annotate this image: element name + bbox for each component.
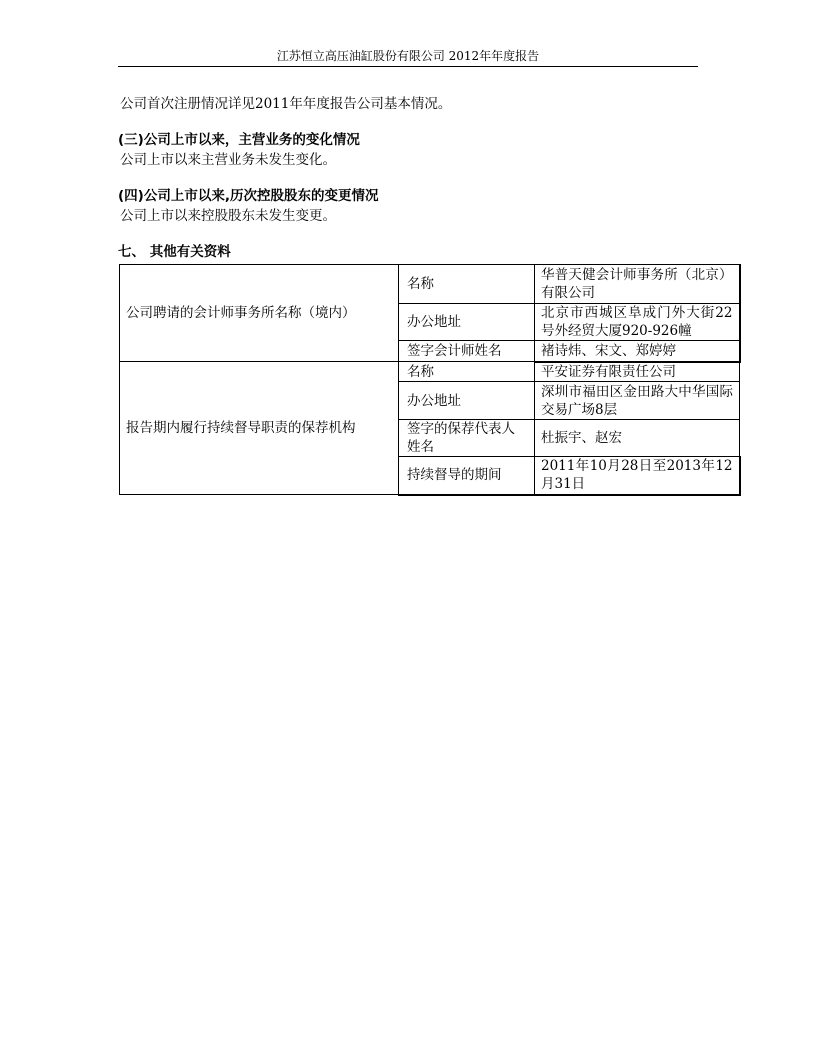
section-4-body: 公司上市以来控股股东未发生变更。	[120, 208, 336, 224]
page-header-title: 江苏恒立高压油缸股份有限公司 2012年年度报告	[276, 49, 540, 63]
supervision-period-value: 2011年10月28日至2013年12月31日	[535, 457, 740, 495]
sponsor-name-value: 平安证券有限责任公司	[535, 362, 740, 382]
supervision-period-field: 持续督导的期间	[399, 457, 535, 495]
table-row	[120, 265, 740, 304]
sponsor-name-field: 名称	[399, 362, 535, 382]
sponsor-representative-value: 杜振宇、赵宏	[535, 420, 740, 457]
accounting-firm-label: 公司聘请的会计师事务所名称（境内）	[120, 265, 399, 362]
section-7-heading: 七、 其他有关资料	[118, 244, 231, 260]
section-3-heading: (三)公司上市以来，主营业务的变化情况	[118, 132, 360, 148]
sponsor-institution-label: 报告期内履行持续督导职责的保荐机构	[120, 362, 399, 495]
sponsor-address-value: 深圳市福田区金田路大中华国际交易广场8层	[535, 382, 740, 420]
signing-accountant-field: 签字会计师姓名	[399, 341, 535, 362]
accounting-firm-address-value: 北京市西城区阜成门外大街22号外经贸大厦920-926幢	[535, 304, 740, 341]
sponsor-representative-field: 签字的保荐代表人姓名	[399, 420, 535, 457]
accounting-firm-name-field: 名称	[399, 265, 535, 304]
section-3-body: 公司上市以来主营业务未发生变化。	[120, 152, 336, 168]
sponsor-address-field: 办公地址	[399, 382, 535, 420]
other-info-table	[119, 264, 741, 496]
accounting-firm-name-value: 华普天健会计师事务所（北京）有限公司	[535, 265, 740, 304]
signing-accountant-value: 褚诗炜、宋文、郑婷婷	[535, 341, 740, 362]
accounting-firm-address-field: 办公地址	[399, 304, 535, 341]
intro-paragraph: 公司首次注册情况详见2011年年度报告公司基本情况。	[120, 96, 452, 112]
header-divider	[118, 66, 698, 67]
section-4-heading: (四)公司上市以来,历次控股股东的变更情况	[118, 188, 379, 204]
table-row	[120, 362, 740, 382]
